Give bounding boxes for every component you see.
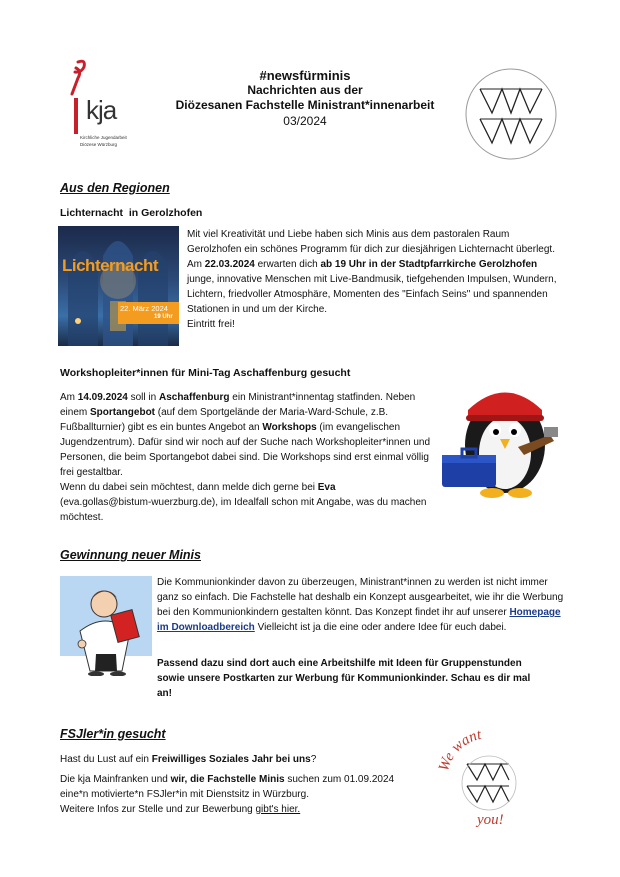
penguin-illustration [440,375,565,500]
recruit-text [157,575,565,635]
church-interior-icon [58,226,179,346]
poster-date-badge [118,302,179,324]
fsj-text [60,772,412,817]
lichternacht-text [187,227,565,332]
header-line-3: Diözesanen Fachstelle Ministrant*innenarbeit [175,98,435,112]
fsj-text-4: suchen zum 01.09.2024 eine*n motivierte*n FSJler*in mit Dienstsitz in Würzburg. [60,774,395,800]
workshop-text [60,390,438,525]
workshop-text-7: (eva.gollas@bistum-wuerzburg.de), im Idealfall schon mit Angabe, was du machen möchtest. [60,497,427,523]
workshop-title: Workshopleiter*innen für Mini-Tag Aschaffenburg gesucht [60,367,351,379]
poster-title: Lichternacht [62,256,159,275]
logo-subtitle-2: Diözese Würzburg [80,142,118,147]
workshop-sport: Sportangebot [90,407,156,418]
logo-subtitle: Kirchliche Jugendarbeit [80,135,127,140]
workshop-text-3: ein Ministrant*innentag statfinden. Neben einem [60,392,416,418]
workshop-city: Aschaffenburg [158,392,230,403]
lichternacht-location: ab 19 Uhr in der Stadtpfarrkirche Gerolzhofen [320,259,538,270]
stamp-top-text: We want [436,726,483,774]
issue-number: 03/2024 [283,114,327,128]
recruit-text-2: Vielleicht ist ja die eine oder andere Idee für euch dabei. [254,622,507,633]
fsj-question [60,752,430,767]
workshop-contact-name: Eva [317,482,336,493]
page-title: #newsfürminis [259,68,351,83]
altar-server-icon [60,576,152,676]
section-heading-regions: Aus den Regionen [60,181,170,195]
stamp-bottom-text: you! [477,812,504,828]
section-heading-fsj: FSJler*in gesucht [60,727,166,741]
lichternacht-poster [58,226,179,346]
recruit-text-1: Die Kommunionkinder davon zu überzeugen, Ministrant*innen zu werden ist nicht immer ganz so einfach. Die Fachstelle hat deshalb ein Konzept ausgearbeitet, wie ihr die Werbung bei den Kommunionkindern gestalten könnt. Das Konzept findet ihr auf unserer [157,577,564,618]
newsletter-header [150,68,460,129]
fsj-text-1: Hast du Lust auf ein [60,754,152,765]
workshop-text-5: (im evangelischen Jugendzentrum). Dafür sind wir noch auf der Suche nach Workshopleiter*innen und Personen, die beim Sportangebot dabei sind. Die Workshops sind erst einmal völlig frei gestaltbar. [60,422,431,478]
recruit-bold-paragraph: Passend dazu sind dort auch eine Arbeitshilfe mit Ideen für Gruppenstunden sowie unsere Postkarten zur Werbung für Kommunionkinder. Schau es dir mal an! [157,658,531,699]
homepage-download-link[interactable]: Homepage im Downloadbereich [157,607,561,633]
workshop-text-1: Am [60,392,78,403]
minis-logo-icon [464,67,558,161]
workshop-text-6: Wenn du dabei sein möchtest, dann melde dich gerne bei [60,482,318,493]
fsj-text-2: ? [310,754,317,765]
fsj-bold-1: Freiwilliges Soziales Jahr bei uns [151,754,311,765]
lichternacht-date: 22.03.2024 [204,259,255,270]
lichternacht-title: Lichternacht in Gerolzhofen [60,207,203,219]
lichternacht-entry: Eintritt frei! [187,319,235,330]
workshop-text-2: soll in [127,392,159,403]
we-want-you-stamp [433,718,545,830]
fsj-bold-2: wir, die Fachstelle Minis [170,774,285,785]
poster-date: 22. März 2024 [120,304,168,313]
altar-server-illustration [60,576,152,676]
fsj-info-link[interactable]: gibt's hier. [255,804,301,815]
workshop-text-4: (auf dem Sportgelände der Maria-Ward-Schule, z.B. Fußballturnier) gibt es ein buntes Angebot an [60,407,389,433]
minis-stamp-icon [433,718,545,830]
penguin-worker-icon [440,375,565,500]
lichternacht-text-2: erwarten dich [254,259,321,270]
fsj-text-3: Die kja Mainfranken und [60,774,171,785]
workshop-workshops: Workshops [262,422,317,433]
lichternacht-text-1: Mit viel Kreativität und Liebe haben sich Minis aus dem pastoralen Raum Gerolzhofen ein schönes Programm für dich zur diesjährigen Lichternacht überlegt. Am [187,229,555,270]
lichternacht-text-3: junge, innovative Menschen mit Live-Bandmusik, tiefgehenden Impulsen, Wundern, Lichtern, friedvoller Atmosphäre, Momenten des "Einfach Seins" und spannenden Stationen in und um der Kirche. [187,274,557,315]
workshop-date: 14.09.2024 [77,392,128,403]
fsj-text-5: Weitere Infos zur Stelle und zur Bewerbung [60,804,256,815]
logo-text: kja [86,95,117,125]
poster-time: 19 Uhr [154,314,173,320]
header-line-2: Nachrichten aus der [247,83,363,97]
kja-logo [66,58,146,153]
minis-logo [464,67,558,161]
section-heading-recruit: Gewinnung neuer Minis [60,548,201,562]
